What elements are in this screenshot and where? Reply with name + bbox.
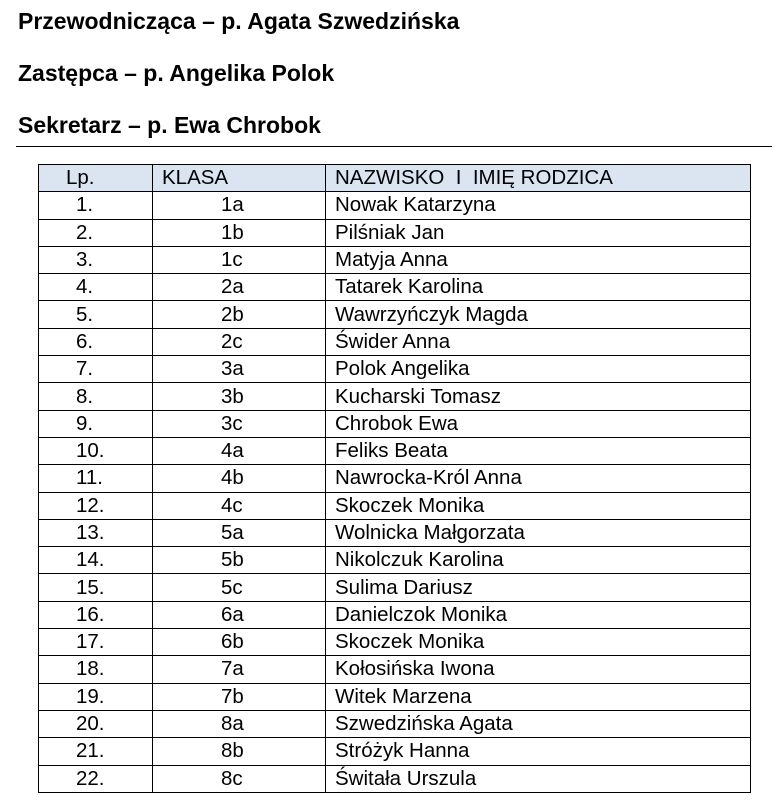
table-row [39,765,751,792]
parent-name-cell: Polok Angelika [326,356,751,383]
class-cell: 2c [153,328,326,355]
parent-name-cell: Chrobok Ewa [326,410,751,437]
row-number-cell: 9. [39,410,153,437]
row-number-cell: 4. [39,274,153,301]
class-cell: 7a [153,656,326,683]
table-row [39,519,751,546]
class-cell: 1b [153,219,326,246]
row-number-cell: 10. [39,437,153,464]
table-row [39,710,751,737]
parent-name-cell: Feliks Beata [326,437,751,464]
row-number-cell: 3. [39,246,153,273]
row-number-cell: 13. [39,519,153,546]
parent-name-cell: Szwedzińska Agata [326,710,751,737]
table-row [39,383,751,410]
table-body [39,192,751,793]
secretary-heading: Sekretarz – p. Ewa Chrobok [18,112,321,138]
class-cell: 5a [153,519,326,546]
table-row [39,738,751,765]
table-row [39,629,751,656]
parent-name-cell: Nowak Katarzyna [326,192,751,219]
parent-name-cell: Tatarek Karolina [326,274,751,301]
column-header-klasa: KLASA [153,165,326,192]
row-number-cell: 15. [39,574,153,601]
parent-name-cell: Pilśniak Jan [326,219,751,246]
class-cell: 4b [153,465,326,492]
table-row [39,601,751,628]
parent-name-cell: Witek Marzena [326,683,751,710]
parent-name-cell: Matyja Anna [326,246,751,273]
column-header-name: NAZWISKO I IMIĘ RODZICA [326,165,751,192]
parent-name-cell: Skoczek Monika [326,492,751,519]
table-row [39,410,751,437]
row-number-cell: 14. [39,547,153,574]
class-cell: 1a [153,192,326,219]
row-number-cell: 2. [39,219,153,246]
row-number-cell: 7. [39,356,153,383]
parent-name-cell: Wawrzyńczyk Magda [326,301,751,328]
table-header-row [39,165,751,192]
table-row [39,492,751,519]
table-row [39,274,751,301]
row-number-cell: 19. [39,683,153,710]
table-row [39,574,751,601]
row-number-cell: 18. [39,656,153,683]
class-cell: 3c [153,410,326,437]
row-number-cell: 22. [39,765,153,792]
class-cell: 5b [153,547,326,574]
horizontal-divider [16,146,772,147]
table-row [39,301,751,328]
table-row [39,683,751,710]
row-number-cell: 17. [39,629,153,656]
class-cell: 1c [153,246,326,273]
class-cell: 5c [153,574,326,601]
table-row [39,192,751,219]
parent-name-cell: Stróżyk Hanna [326,738,751,765]
table-row [39,246,751,273]
row-number-cell: 20. [39,710,153,737]
row-number-cell: 6. [39,328,153,355]
table-row [39,437,751,464]
class-cell: 4c [153,492,326,519]
parent-name-cell: Sulima Dariusz [326,574,751,601]
parent-name-cell: Skoczek Monika [326,629,751,656]
class-cell: 8b [153,738,326,765]
parent-name-cell: Świder Anna [326,328,751,355]
class-cell: 6a [153,601,326,628]
row-number-cell: 1. [39,192,153,219]
parent-name-cell: Danielczok Monika [326,601,751,628]
parent-name-cell: Wolnicka Małgorzata [326,519,751,546]
class-cell: 7b [153,683,326,710]
class-cell: 3a [153,356,326,383]
table-row [39,547,751,574]
column-header-lp: Lp. [39,165,153,192]
table-row [39,219,751,246]
chairperson-heading: Przewodnicząca – p. Agata Szwedzińska [18,8,460,34]
class-cell: 6b [153,629,326,656]
class-cell: 2b [153,301,326,328]
row-number-cell: 8. [39,383,153,410]
class-cell: 2a [153,274,326,301]
parent-name-cell: Nawrocka-Król Anna [326,465,751,492]
row-number-cell: 16. [39,601,153,628]
class-cell: 3b [153,383,326,410]
row-number-cell: 11. [39,465,153,492]
parents-council-table [38,164,751,793]
class-cell: 8a [153,710,326,737]
row-number-cell: 12. [39,492,153,519]
table-row [39,328,751,355]
row-number-cell: 21. [39,738,153,765]
table-row [39,656,751,683]
row-number-cell: 5. [39,301,153,328]
table-row [39,465,751,492]
parent-name-cell: Świtała Urszula [326,765,751,792]
parent-name-cell: Kucharski Tomasz [326,383,751,410]
parent-name-cell: Nikolczuk Karolina [326,547,751,574]
class-cell: 8c [153,765,326,792]
table-row [39,356,751,383]
parent-name-cell: Kołosińska Iwona [326,656,751,683]
deputy-heading: Zastępca – p. Angelika Polok [18,60,335,86]
class-cell: 4a [153,437,326,464]
